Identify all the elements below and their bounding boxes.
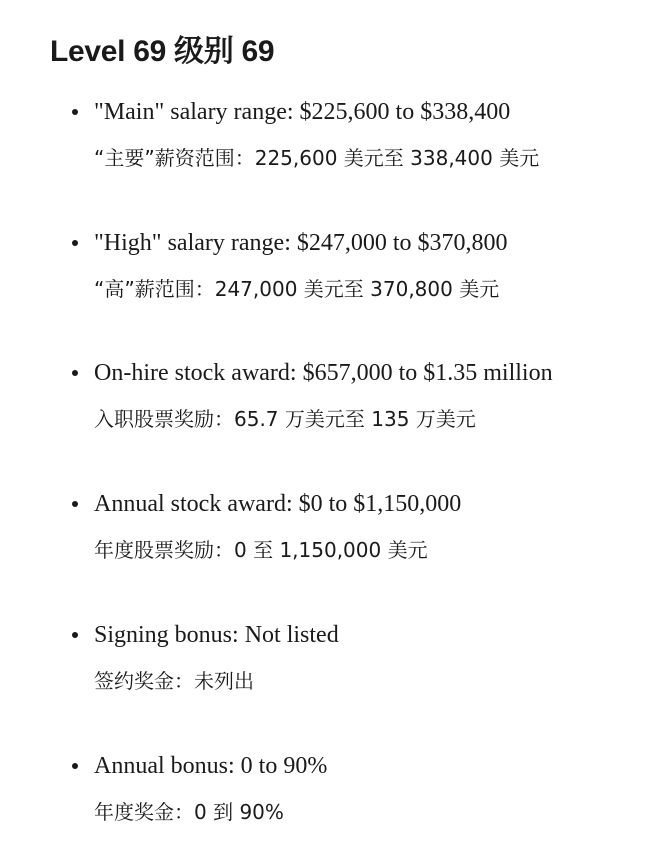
item-text-zh: 年度奖金：0 到 90% bbox=[94, 800, 284, 824]
item-text-en: Signing bonus: Not listed bbox=[94, 622, 339, 648]
item-text-en: "Main" salary range: $225,600 to $338,400 bbox=[94, 99, 511, 125]
item-text-zh: 年度股票奖励：0 至 1,150,000 美元 bbox=[94, 538, 428, 562]
bullet-icon bbox=[72, 240, 78, 246]
item-text-en: "High" salary range: $247,000 to $370,800 bbox=[94, 230, 508, 256]
item-text-zh: 签约奖金：未列出 bbox=[94, 669, 254, 693]
bullet-icon bbox=[72, 370, 78, 376]
item-text-en: Annual stock award: $0 to $1,150,000 bbox=[94, 491, 462, 517]
item-text-zh: “主要”薪资范围：225,600 美元至 338,400 美元 bbox=[94, 146, 540, 170]
item-text-en: On-hire stock award: $657,000 to $1.35 million bbox=[94, 360, 553, 386]
item-text-zh: “高”薪范围：247,000 美元至 370,800 美元 bbox=[94, 277, 500, 301]
bullet-icon bbox=[72, 763, 78, 769]
bullet-icon bbox=[72, 632, 78, 638]
item-text-en: Annual bonus: 0 to 90% bbox=[94, 753, 328, 779]
item-text-zh: 入职股票奖励：65.7 万美元至 135 万美元 bbox=[94, 407, 476, 431]
bullet-icon bbox=[72, 501, 78, 507]
page-heading: Level 69 级别 69 bbox=[50, 35, 275, 68]
bullet-icon bbox=[72, 109, 78, 115]
